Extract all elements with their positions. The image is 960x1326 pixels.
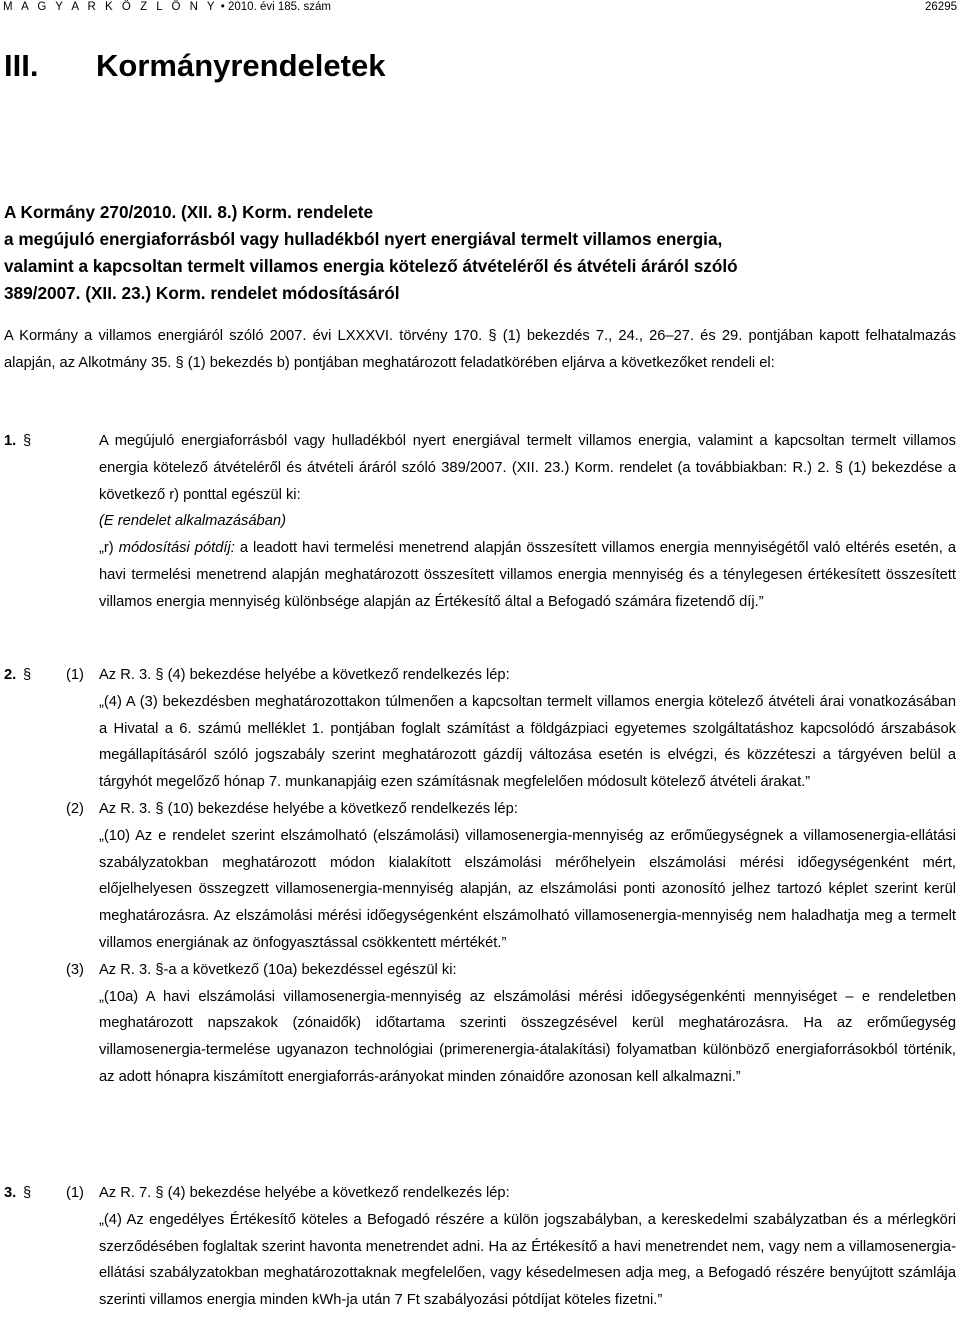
- section-2-paragraph-1: [4, 662, 956, 796]
- section-2-paragraph-2: [4, 796, 956, 957]
- decree-title-line-4: 389/2007. (XII. 23.) Korm. rendelet módosításáról: [4, 283, 400, 303]
- running-header-left: [3, 0, 331, 14]
- section-1-symbol: §: [23, 433, 32, 449]
- section-2-number: 2.: [4, 667, 17, 683]
- issue-label: 2010. évi 185. szám: [228, 1, 331, 13]
- section-1-number: 1.: [4, 433, 17, 449]
- section-3: [4, 1180, 956, 1314]
- paragraph-intro: Az R. 3. §-a a következő (10a) bekezdéssel egészül ki:: [99, 961, 457, 978]
- paragraph-body: [99, 1180, 956, 1314]
- paragraph-number: (1): [66, 1185, 84, 1201]
- decree-title: [4, 199, 956, 307]
- paragraph-number: (1): [66, 667, 84, 683]
- section-1-body: [99, 428, 956, 616]
- section-2: [4, 662, 956, 1091]
- paragraph-text: „(10a) A havi elszámolási villamosenergia-mennyiség az elszámolási mérési időegységenkénti mennyiséget – e rendeletben meghatározott napszakok (zónaidők) időtartama szerinti összegzésével kerül meghatározásra. Ha az erőműegység villamosenergia-termelése ugyanazon technológiai (primerenergia-átalakítási) folyamatban különböző energiaforrásokból történik, az adott hónapra kiszámított energiaforrás-arányokat minden zónaidőre azonosan kell alkalmazni.”: [99, 988, 956, 1085]
- paragraph-intro: Az R. 3. § (4) bekezdése helyébe a következő rendelkezés lép:: [99, 667, 510, 683]
- paragraph-number: (3): [66, 961, 84, 978]
- point-open: „r): [99, 540, 119, 557]
- paragraph-body: [99, 957, 956, 1091]
- decree-title-line-3: valamint a kapcsoltan termelt villamos energia kötelező átvételéről és átvételi áráról szóló: [4, 256, 738, 276]
- running-header: [3, 0, 957, 14]
- point-text: a leadott havi termelési menetrend alapján összesített villamos energia mennyiségétől való eltérés esetén, a havi termelési menetrend alapján meghatározott összesített villamos energia mennyiség és a ténylegesen értékesített összesített villamos energia mennyiség különbsége alapján az Értékesítő által a Befogadó számára fizetendő díj.”: [99, 540, 956, 610]
- paragraph-number: (2): [66, 800, 84, 817]
- chapter-number: III.: [4, 48, 39, 83]
- paragraph-intro: Az R. 7. § (4) bekezdése helyébe a következő rendelkezés lép:: [99, 1185, 510, 1201]
- paragraph-body: [99, 796, 956, 957]
- decree-title-line-1: A Kormány 270/2010. (XII. 8.) Korm. rendelete: [4, 202, 374, 222]
- journal-title: M A G Y A R K Ö Z L Ö N Y: [3, 1, 218, 13]
- chapter-title: Kormányrendeletek: [96, 48, 386, 83]
- section-3-paragraph-1: [4, 1180, 956, 1314]
- bullet-separator: •: [220, 1, 225, 13]
- preamble: A Kormány a villamos energiáról szóló 2007. évi LXXXVI. törvény 170. § (1) bekezdés 7., 24., 26–27. és 29. pontjában kapott felhatalmazás alapján, az Alkotmány 35. § (1) bekezdés b) pontjában meghatározott feladatkörében eljárva a következőket rendeli el:: [4, 328, 956, 371]
- decree-title-line-2: a megújuló energiaforrásból vagy hulladékból nyert energiával termelt villamos energia,: [4, 229, 723, 249]
- section-1-intro: A megújuló energiaforrásból vagy hulladékból nyert energiával termelt villamos energia, valamint a kapcsoltan termelt villamos energia kötelező átvételéről és átvételi áráról szóló 389/2007. (XII. 23.) Korm. rendelet (a továbbiakban: R.) 2. § (1) bekezdése a következő r) ponttal egészül ki:: [99, 433, 956, 503]
- section-2-symbol: §: [23, 667, 32, 683]
- section-3-symbol: §: [23, 1185, 32, 1201]
- page-number: 26295: [925, 1, 957, 13]
- paragraph-text: „(4) Az engedélyes Értékesítő köteles a Befogadó részére a külön jogszabályban, a kereskedelmi szabályzatban és a mérlegköri szerződésében foglaltak szerint havonta menetrendet adni. Ha az Értékesítő a havi menetrendet nem, vagy nem a villamosenergia-ellátási szabályzatokban meghatározottaknak megfelelően, vagy késedelmesen adja meg, a Befogadó részére benyújtott számlája szerinti villamos energia minden kWh-ja után 7 Ft szabályozási pótdíjat köteles fizetni.”: [99, 1211, 956, 1309]
- section-2-paragraph-3: [4, 957, 956, 1091]
- section-1-context: (E rendelet alkalmazásában): [99, 513, 286, 530]
- paragraph-text: „(4) A (3) bekezdésben meghatározottakon túlmenően a kapcsoltan termelt villamos energia kötelező átvételi árai vonatkozásában a Hivatal a 6. számú melléklet 1. pontjában foglalt számítást a földgázpiaci egyetemes szolgáltatáshoz kapcsolódó árszabások megállapításáról szóló jogszabály szerint meghatározott gázdíj változása esetén is elvégzi, és közzéteszi a tárgyéven belül a tárgyhót megelőző hónap 7. munkanapjáig ezen számításnak megfelelően módosult kötelező átvételi árakat.”: [99, 693, 956, 791]
- section-3-number: 3.: [4, 1185, 17, 1201]
- paragraph-intro: Az R. 3. § (10) bekezdése helyébe a következő rendelkezés lép:: [99, 800, 518, 817]
- paragraph-body: [99, 662, 956, 796]
- section-1: [4, 428, 956, 616]
- paragraph-text: „(10) Az e rendelet szerint elszámolható (elszámolási) villamosenergia-mennyiség az erőműegységnek a villamosenergia-ellátási szabályzatokban meghatározott módon kialakított elszámolási mérőhelyein elszámolási mérési időegységenként mért, előjelhelyesen összegzett villamosenergia-mennyiség alapján, az elszámolási ponti azonosító jelhez tartozó képlet szerint kerül meghatározásra. Az elszámolási mérési időegységenként elszámolható villamosenergia-mennyiség nem haladhatja meg a termelt villamos energiának az önfogyasztással csökkentett mértékét.”: [99, 827, 956, 951]
- section-1-point: [99, 535, 956, 615]
- point-term: módosítási pótdíj:: [118, 540, 235, 557]
- chapter-heading: [4, 44, 385, 88]
